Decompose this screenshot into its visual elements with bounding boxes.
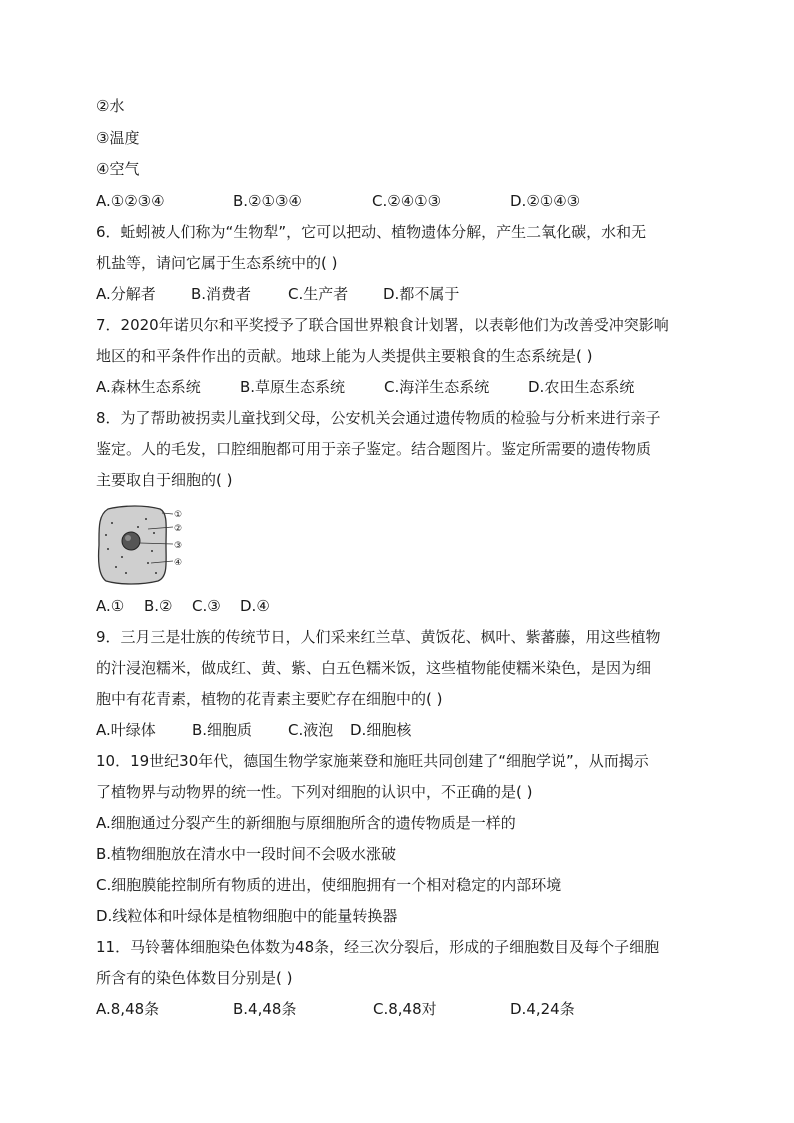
q7-options <box>96 377 696 397</box>
q9-stem-line-2: 的汁浸泡糯米，做成红、黄、紫、白五色糯米饭，这些植物能使糯米染色，是因为细 <box>96 659 652 677</box>
q10-option-b: B.植物细胞放在清水中一段时间不会吸水涨破 <box>96 845 397 863</box>
figure-label-2: ② <box>174 524 183 534</box>
q10-option-d: D.线粒体和叶绿体是植物细胞中的能量转换器 <box>96 907 398 925</box>
q9-option-d: D.细胞核 <box>350 721 412 739</box>
q7-stem-line-2: 地区的和平条件作出的贡献。地球上能为人类提供主要粮食的生态系统是( ) <box>96 347 593 365</box>
q5-item-water: ②水 <box>96 97 125 115</box>
figure-label-4: ④ <box>174 558 183 568</box>
q5-option-b: B.②①③④ <box>233 192 302 210</box>
figure-label-1: ① <box>174 510 183 520</box>
q8-stem-line-1: 8．为了帮助被拐卖儿童找到父母，公安机关会通过遗传物质的检验与分析来进行亲子 <box>96 409 661 427</box>
q11-option-a: A.8,48条 <box>96 1000 160 1018</box>
q11-options <box>96 999 696 1019</box>
q5-item-air: ④空气 <box>96 160 140 178</box>
q8-options <box>96 596 696 616</box>
q9-stem-line-3: 胞中有花青素，植物的花青素主要贮存在细胞中的( ) <box>96 690 443 708</box>
q6-stem-line-2: 机盐等，请问它属于生态系统中的( ) <box>96 254 338 272</box>
q11-stem-line-1: 11．马铃薯体细胞染色体数为48条，经三次分裂后，形成的子细胞数目及每个子细胞 <box>96 938 660 956</box>
animal-cell-svg <box>96 503 196 587</box>
q6-option-d: D.都不属于 <box>383 285 460 303</box>
nucleus-highlight <box>125 535 131 541</box>
q9-stem-line-1: 9．三月三是壮族的传统节日，人们采来红兰草、黄饭花、枫叶、紫蕃藤，用这些植物 <box>96 628 661 646</box>
q7-option-c: C.海洋生态系统 <box>384 378 490 396</box>
q7-option-d: D.农田生态系统 <box>528 378 635 396</box>
q5-option-d: D.②①④③ <box>510 192 581 210</box>
q6-stem-line-1: 6．蚯蚓被人们称为“生物犁”，它可以把动、植物遗体分解，产生二氧化碳，水和无 <box>96 223 647 241</box>
nucleus <box>122 532 140 550</box>
q6-option-b: B.消费者 <box>191 285 252 303</box>
q7-stem-line-1: 7．2020年诺贝尔和平奖授予了联合国世界粮食计划署，以表彰他们为改善受冲突影响 <box>96 316 669 334</box>
q6-option-a: A.分解者 <box>96 285 156 303</box>
q5-item-temperature: ③温度 <box>96 129 140 147</box>
q8-stem-line-2: 鉴定。人的毛发，口腔细胞都可用于亲子鉴定。结合题图片。鉴定所需要的遗传物质 <box>96 440 652 458</box>
q10-option-c: C.细胞膜能控制所有物质的进出，使细胞拥有一个相对稳定的内部环境 <box>96 876 562 894</box>
animal-cell-diagram <box>96 503 196 587</box>
q9-options <box>96 720 696 740</box>
q11-option-b: B.4,48条 <box>233 1000 297 1018</box>
q5-options <box>96 191 696 211</box>
q10-option-a: A.细胞通过分裂产生的新细胞与原细胞所含的遗传物质是一样的 <box>96 814 516 832</box>
q7-option-b: B.草原生态系统 <box>240 378 346 396</box>
q5-option-c: C.②④①③ <box>372 192 442 210</box>
q11-stem-line-2: 所含有的染色体数目分别是( ) <box>96 969 293 987</box>
q9-option-c: C.液泡 <box>288 721 334 739</box>
q11-option-c: C.8,48对 <box>373 1000 437 1018</box>
q8-stem-line-3: 主要取自于细胞的( ) <box>96 471 233 489</box>
q7-option-a: A.森林生态系统 <box>96 378 201 396</box>
q8-option-d: D.④ <box>240 597 270 615</box>
q10-stem-line-1: 10．19世纪30年代，德国生物学家施莱登和施旺共同创建了“细胞学说”，从而揭示 <box>96 752 649 770</box>
q6-options <box>96 284 696 304</box>
q9-option-b: B.细胞质 <box>192 721 253 739</box>
figure-label-3: ③ <box>174 541 183 551</box>
q10-stem-line-2: 了植物界与动物界的统一性。下列对细胞的认识中，不正确的是( ) <box>96 783 533 801</box>
q8-option-b: B.② <box>144 597 173 615</box>
q9-option-a: A.叶绿体 <box>96 721 156 739</box>
q8-option-a: A.① <box>96 597 125 615</box>
q8-option-c: C.③ <box>192 597 221 615</box>
q5-option-a: A.①②③④ <box>96 192 165 210</box>
q6-option-c: C.生产者 <box>288 285 349 303</box>
q11-option-d: D.4,24条 <box>510 1000 575 1018</box>
